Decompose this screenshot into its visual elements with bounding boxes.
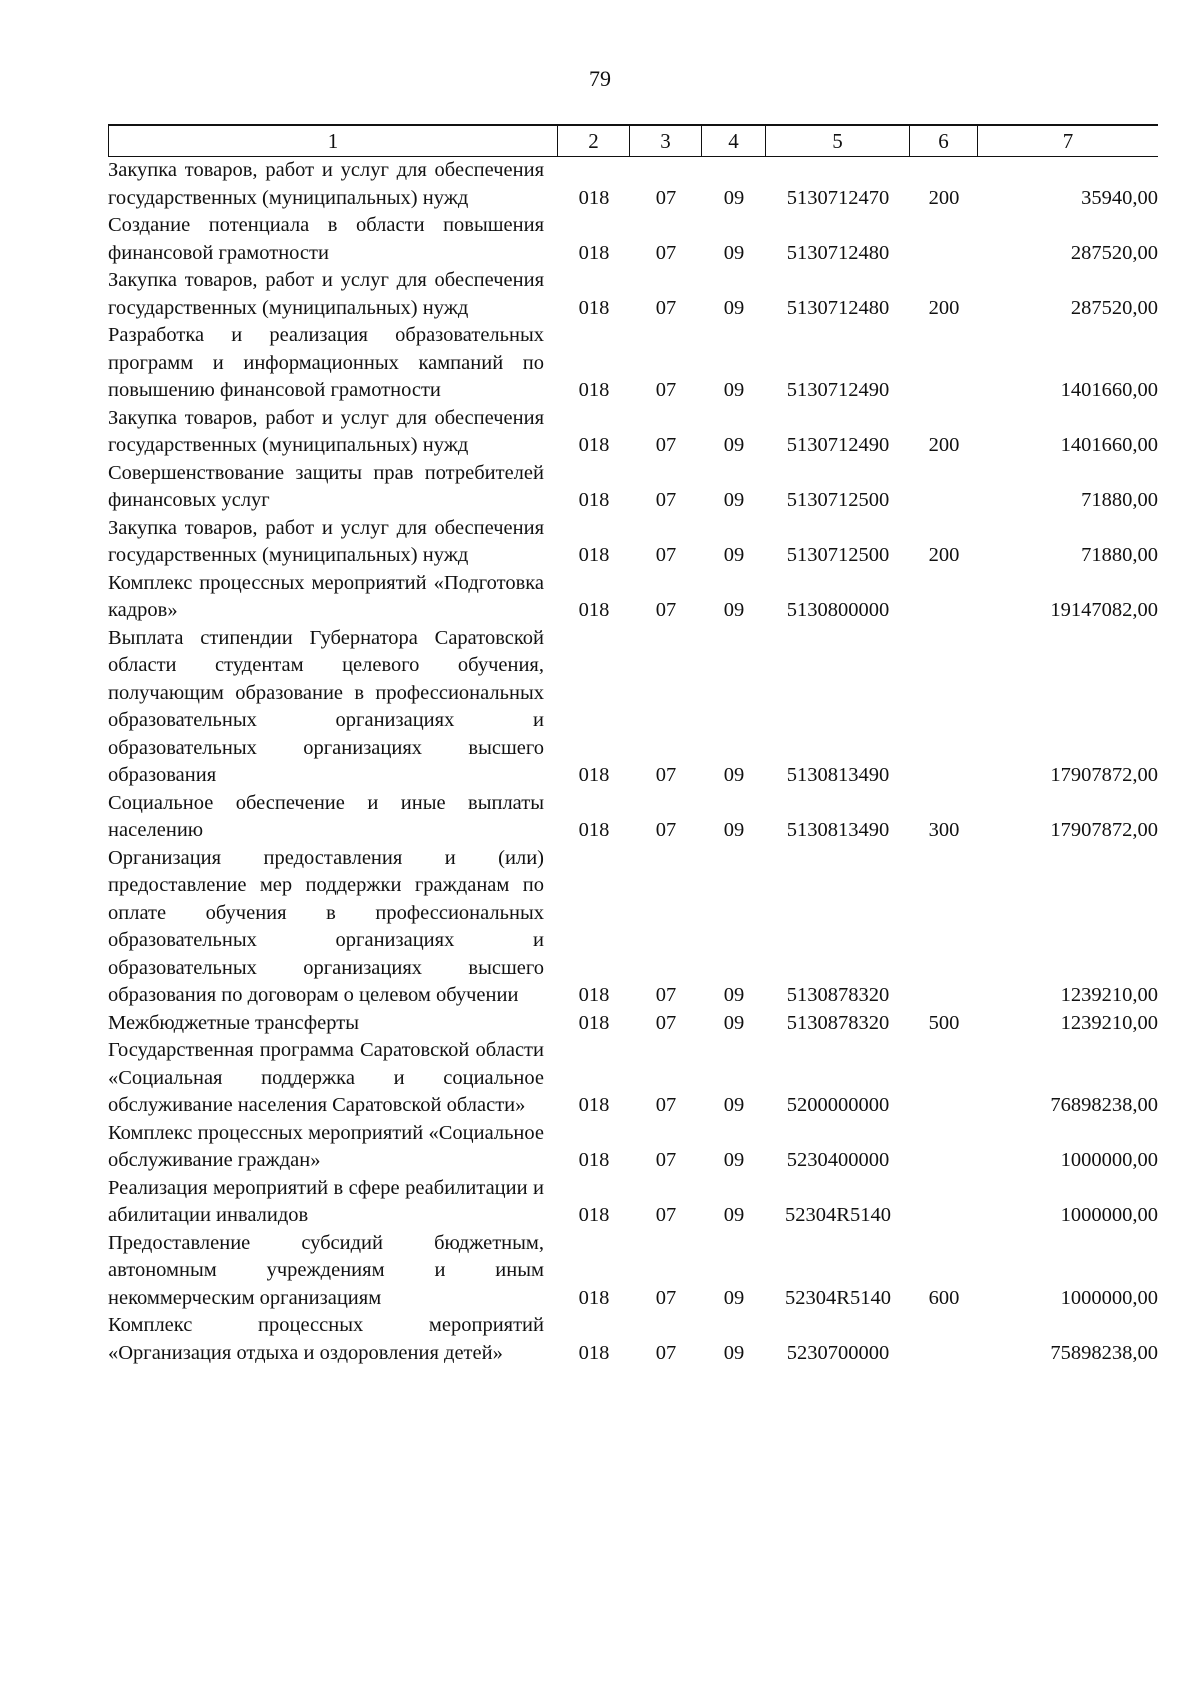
subsection-code <box>702 487 766 515</box>
target-article-text: 52304R5140 <box>785 1204 891 1226</box>
row-name-text: Разработка и реализация образовательных программ и информационных кампаний по повышению финансовой грамотности <box>108 324 544 401</box>
subsection-code-text: 09 <box>723 599 745 621</box>
target-article <box>766 1092 910 1120</box>
ved-code <box>558 597 630 625</box>
ved-code-text: 018 <box>578 1204 610 1226</box>
target-article <box>766 597 910 625</box>
amount-text: 17907872,00 <box>1050 764 1158 786</box>
ved-code <box>558 817 630 845</box>
row-name-text: Государственная программа Саратовской области «Социальная поддержка и социальное обслуживание населения Саратовской области» <box>108 1039 544 1116</box>
row-name-text: Межбюджетные трансферты <box>108 1011 359 1034</box>
target-article <box>766 762 910 790</box>
amount-text: 35940,00 <box>1081 186 1158 209</box>
amount <box>978 1340 1158 1368</box>
row-name-text: Организация предоставления и (или) предоставление мер поддержки гражданам по оплате обучения в профессиональных образовательных организациях и образовательных организациях высшего образования по договорам о целевом обучении <box>108 846 544 1006</box>
table-row <box>108 1312 1158 1367</box>
expense-type-text: 500 <box>928 1011 960 1034</box>
subsection-code <box>702 817 766 845</box>
table-row <box>108 405 1158 460</box>
section-code-text: 07 <box>655 599 677 621</box>
amount <box>978 377 1158 405</box>
amount <box>978 185 1158 213</box>
table-row <box>108 1037 1158 1120</box>
row-name-text: Выплата стипендии Губернатора Саратовской области студентам целевого обучения, получающим образование в профессиональных образовательных организациях и образовательных организациях высшего образования <box>108 626 544 786</box>
section-code-text: 07 <box>655 1011 677 1034</box>
expense-type <box>910 1285 978 1313</box>
section-code <box>630 542 702 570</box>
ved-code-text: 018 <box>578 599 610 621</box>
row-name-text: Закупка товаров, работ и услуг для обеспечения государственных (муниципальных) нужд <box>108 516 544 566</box>
row-name <box>108 267 558 322</box>
subsection-code-text: 09 <box>723 984 745 1006</box>
subsection-code-text: 09 <box>723 764 745 786</box>
section-code <box>630 432 702 460</box>
section-code-text: 07 <box>655 1286 677 1309</box>
row-name-text: Закупка товаров, работ и услуг для обеспечения государственных (муниципальных) нужд <box>108 269 544 319</box>
target-article <box>766 432 910 460</box>
subsection-code <box>702 597 766 625</box>
table-row <box>108 460 1158 515</box>
section-code-text: 07 <box>655 434 677 456</box>
section-code <box>630 487 702 515</box>
subsection-code-text: 09 <box>723 379 745 401</box>
section-code-text: 07 <box>655 1149 677 1171</box>
header-col-6: 6 <box>910 126 978 156</box>
row-name-text: Совершенствование защиты прав потребителей финансовых услуг <box>108 461 544 511</box>
ved-code-text: 018 <box>578 1341 610 1364</box>
subsection-code-text: 09 <box>723 1149 745 1171</box>
row-name <box>108 405 558 460</box>
ved-code <box>558 377 630 405</box>
section-code <box>630 597 702 625</box>
section-code-text: 07 <box>655 1094 677 1116</box>
subsection-code-text: 09 <box>723 241 745 264</box>
section-code <box>630 1010 702 1038</box>
table-row <box>108 212 1158 267</box>
subsection-code <box>702 240 766 268</box>
target-article <box>766 295 910 323</box>
row-name-text: Реализация мероприятий в сфере реабилитации и абилитации инвалидов <box>108 1176 544 1226</box>
row-name <box>108 460 558 515</box>
section-code <box>630 185 702 213</box>
amount-text: 71880,00 <box>1081 544 1158 566</box>
expense-type <box>910 1010 978 1038</box>
section-code-text: 07 <box>655 544 677 566</box>
amount-text: 75898238,00 <box>1050 1341 1158 1364</box>
target-article-text: 5130712500 <box>786 544 890 566</box>
target-article <box>766 1202 910 1230</box>
target-article-text: 5200000000 <box>786 1094 890 1116</box>
ved-code-text: 018 <box>578 241 610 264</box>
target-article <box>766 487 910 515</box>
target-article <box>766 817 910 845</box>
ved-code-text: 018 <box>578 544 610 566</box>
ved-code-text: 018 <box>578 1149 610 1171</box>
amount <box>978 982 1158 1010</box>
expense-type-text: 200 <box>928 544 960 566</box>
ved-code <box>558 762 630 790</box>
expense-type <box>910 185 978 213</box>
row-name <box>108 845 558 1010</box>
subsection-code <box>702 542 766 570</box>
table-row <box>108 570 1158 625</box>
amount <box>978 1147 1158 1175</box>
section-code <box>630 1092 702 1120</box>
table-row <box>108 790 1158 845</box>
subsection-code-text: 09 <box>723 1204 745 1226</box>
ved-code <box>558 1285 630 1313</box>
row-name <box>108 790 558 845</box>
target-article-text: 5130813490 <box>786 764 890 786</box>
ved-code-text: 018 <box>578 296 610 319</box>
row-name <box>108 1120 558 1175</box>
subsection-code <box>702 1202 766 1230</box>
amount-text: 1401660,00 <box>1060 379 1158 401</box>
row-name <box>108 1010 558 1038</box>
ved-code <box>558 295 630 323</box>
table-row <box>108 322 1158 405</box>
amount-text: 1239210,00 <box>1060 984 1158 1006</box>
target-article-text: 5130878320 <box>786 1011 890 1034</box>
target-article <box>766 542 910 570</box>
expense-type-text: 600 <box>928 1286 960 1309</box>
table-row <box>108 1010 1158 1038</box>
section-code <box>630 1340 702 1368</box>
header-col-2: 2 <box>558 126 630 156</box>
page-number: 79 <box>589 66 611 91</box>
section-code-text: 07 <box>655 984 677 1006</box>
amount <box>978 1010 1158 1038</box>
ved-code <box>558 1202 630 1230</box>
section-code <box>630 240 702 268</box>
row-name-text: Закупка товаров, работ и услуг для обеспечения государственных (муниципальных) нужд <box>108 406 544 456</box>
target-article-text: 5130712470 <box>786 186 890 209</box>
target-article-text: 5130712490 <box>786 379 890 401</box>
ved-code-text: 018 <box>578 819 610 841</box>
target-article-text: 5130712480 <box>786 296 890 319</box>
target-article <box>766 1147 910 1175</box>
row-name-text: Создание потенциала в области повышения финансовой грамотности <box>108 214 544 264</box>
row-name <box>108 625 558 790</box>
subsection-code-text: 09 <box>723 489 745 511</box>
budget-table <box>108 124 1158 1367</box>
amount <box>978 1092 1158 1120</box>
table-row <box>108 1120 1158 1175</box>
header-col-3: 3 <box>630 126 702 156</box>
section-code-text: 07 <box>655 379 677 401</box>
header-col-4: 4 <box>702 126 766 156</box>
amount-text: 1000000,00 <box>1060 1286 1158 1309</box>
target-article-text: 5130712480 <box>786 241 890 264</box>
target-article-text: 52304R5140 <box>785 1286 891 1309</box>
section-code-text: 07 <box>655 186 677 209</box>
table-row <box>108 1175 1158 1230</box>
row-name <box>108 1230 558 1313</box>
subsection-code <box>702 982 766 1010</box>
amount-text: 287520,00 <box>1070 241 1158 264</box>
section-code <box>630 1147 702 1175</box>
amount-text: 1239210,00 <box>1060 1011 1158 1034</box>
row-name-text: Комплекс процессных мероприятий «Организация отдыха и оздоровления детей» <box>108 1314 544 1364</box>
amount-text: 1000000,00 <box>1060 1204 1158 1226</box>
amount <box>978 762 1158 790</box>
ved-code-text: 018 <box>578 434 610 456</box>
amount <box>978 1202 1158 1230</box>
table-row <box>108 625 1158 790</box>
ved-code <box>558 1092 630 1120</box>
table-row <box>108 515 1158 570</box>
table-header <box>108 124 1158 157</box>
amount <box>978 295 1158 323</box>
header-col-7: 7 <box>1062 129 1074 153</box>
target-article-text: 5130800000 <box>786 599 890 621</box>
target-article-text: 5230400000 <box>786 1149 890 1171</box>
amount-text: 71880,00 <box>1081 489 1158 511</box>
section-code <box>630 377 702 405</box>
ved-code-text: 018 <box>578 186 610 209</box>
subsection-code-text: 09 <box>723 186 745 209</box>
target-article <box>766 982 910 1010</box>
subsection-code-text: 09 <box>723 296 745 319</box>
expense-type-text: 200 <box>928 186 960 209</box>
ved-code-text: 018 <box>578 1094 610 1116</box>
subsection-code-text: 09 <box>723 1286 745 1309</box>
subsection-code <box>702 1147 766 1175</box>
ved-code-text: 018 <box>578 379 610 401</box>
amount-text: 287520,00 <box>1070 296 1158 319</box>
amount-text: 76898238,00 <box>1050 1094 1158 1116</box>
ved-code-text: 018 <box>578 764 610 786</box>
section-code-text: 07 <box>655 241 677 264</box>
table-body <box>108 157 1158 1367</box>
section-code <box>630 817 702 845</box>
row-name-text: Социальное обеспечение и иные выплаты населению <box>108 791 544 841</box>
ved-code <box>558 542 630 570</box>
subsection-code <box>702 377 766 405</box>
amount <box>978 597 1158 625</box>
section-code <box>630 295 702 323</box>
section-code <box>630 762 702 790</box>
header-col-5: 5 <box>766 126 910 156</box>
section-code-text: 07 <box>655 489 677 511</box>
ved-code <box>558 487 630 515</box>
target-article <box>766 185 910 213</box>
ved-code-text: 018 <box>578 1011 610 1034</box>
subsection-code-text: 09 <box>723 819 745 841</box>
amount <box>978 1285 1158 1313</box>
expense-type-text: 300 <box>928 819 960 841</box>
row-name <box>108 322 558 405</box>
target-article <box>766 377 910 405</box>
amount <box>978 817 1158 845</box>
subsection-code <box>702 185 766 213</box>
target-article-text: 5130878320 <box>786 984 890 1006</box>
target-article-text: 5130712500 <box>786 489 890 511</box>
ved-code <box>558 982 630 1010</box>
ved-code <box>558 1010 630 1038</box>
section-code <box>630 1285 702 1313</box>
ved-code <box>558 1340 630 1368</box>
ved-code-text: 018 <box>578 489 610 511</box>
row-name-text: Предоставление субсидий бюджетным, автономным учреждениям и иным некоммерческим организациям <box>108 1231 544 1309</box>
amount-text: 19147082,00 <box>1050 599 1158 621</box>
section-code-text: 07 <box>655 764 677 786</box>
target-article <box>766 1010 910 1038</box>
table-row <box>108 1230 1158 1313</box>
expense-type-text: 200 <box>928 296 960 319</box>
row-name <box>108 570 558 625</box>
target-article <box>766 240 910 268</box>
expense-type <box>910 295 978 323</box>
target-article-text: 5130813490 <box>786 819 890 841</box>
table-row <box>108 267 1158 322</box>
subsection-code-text: 09 <box>723 1011 745 1034</box>
row-name-text: Комплекс процессных мероприятий «Социальное обслуживание граждан» <box>108 1121 544 1171</box>
amount <box>978 432 1158 460</box>
subsection-code <box>702 1010 766 1038</box>
section-code-text: 07 <box>655 1341 677 1364</box>
subsection-code-text: 09 <box>723 1094 745 1116</box>
ved-code <box>558 240 630 268</box>
target-article <box>766 1285 910 1313</box>
subsection-code <box>702 762 766 790</box>
expense-type <box>910 542 978 570</box>
ved-code <box>558 432 630 460</box>
row-name <box>108 515 558 570</box>
header-col-1: 1 <box>108 126 558 156</box>
row-name-text: Комплекс процессных мероприятий «Подготовка кадров» <box>108 571 544 621</box>
row-name <box>108 1312 558 1367</box>
section-code <box>630 1202 702 1230</box>
amount <box>978 542 1158 570</box>
subsection-code <box>702 1285 766 1313</box>
amount <box>978 240 1158 268</box>
row-name <box>108 212 558 267</box>
subsection-code <box>702 1340 766 1368</box>
expense-type <box>910 817 978 845</box>
section-code-text: 07 <box>655 1204 677 1226</box>
target-article-text: 5130712490 <box>786 434 890 456</box>
section-code-text: 07 <box>655 819 677 841</box>
ved-code <box>558 185 630 213</box>
subsection-code <box>702 295 766 323</box>
subsection-code-text: 09 <box>723 544 745 566</box>
expense-type-text: 200 <box>928 434 960 456</box>
amount-text: 1401660,00 <box>1060 434 1158 456</box>
row-name-text: Закупка товаров, работ и услуг для обеспечения государственных (муниципальных) нужд <box>108 159 544 209</box>
section-code <box>630 982 702 1010</box>
table-row <box>108 157 1158 212</box>
subsection-code <box>702 1092 766 1120</box>
amount-text: 17907872,00 <box>1050 819 1158 841</box>
expense-type <box>910 432 978 460</box>
ved-code-text: 018 <box>578 984 610 1006</box>
amount-text: 1000000,00 <box>1060 1149 1158 1171</box>
section-code-text: 07 <box>655 296 677 319</box>
row-name <box>108 157 558 212</box>
table-row <box>108 845 1158 1010</box>
row-name <box>108 1175 558 1230</box>
subsection-code-text: 09 <box>723 434 745 456</box>
ved-code <box>558 1147 630 1175</box>
subsection-code-text: 09 <box>723 1341 745 1364</box>
row-name <box>108 1037 558 1120</box>
amount <box>978 487 1158 515</box>
target-article <box>766 1340 910 1368</box>
subsection-code <box>702 432 766 460</box>
target-article-text: 5230700000 <box>786 1341 890 1364</box>
ved-code-text: 018 <box>578 1286 610 1309</box>
